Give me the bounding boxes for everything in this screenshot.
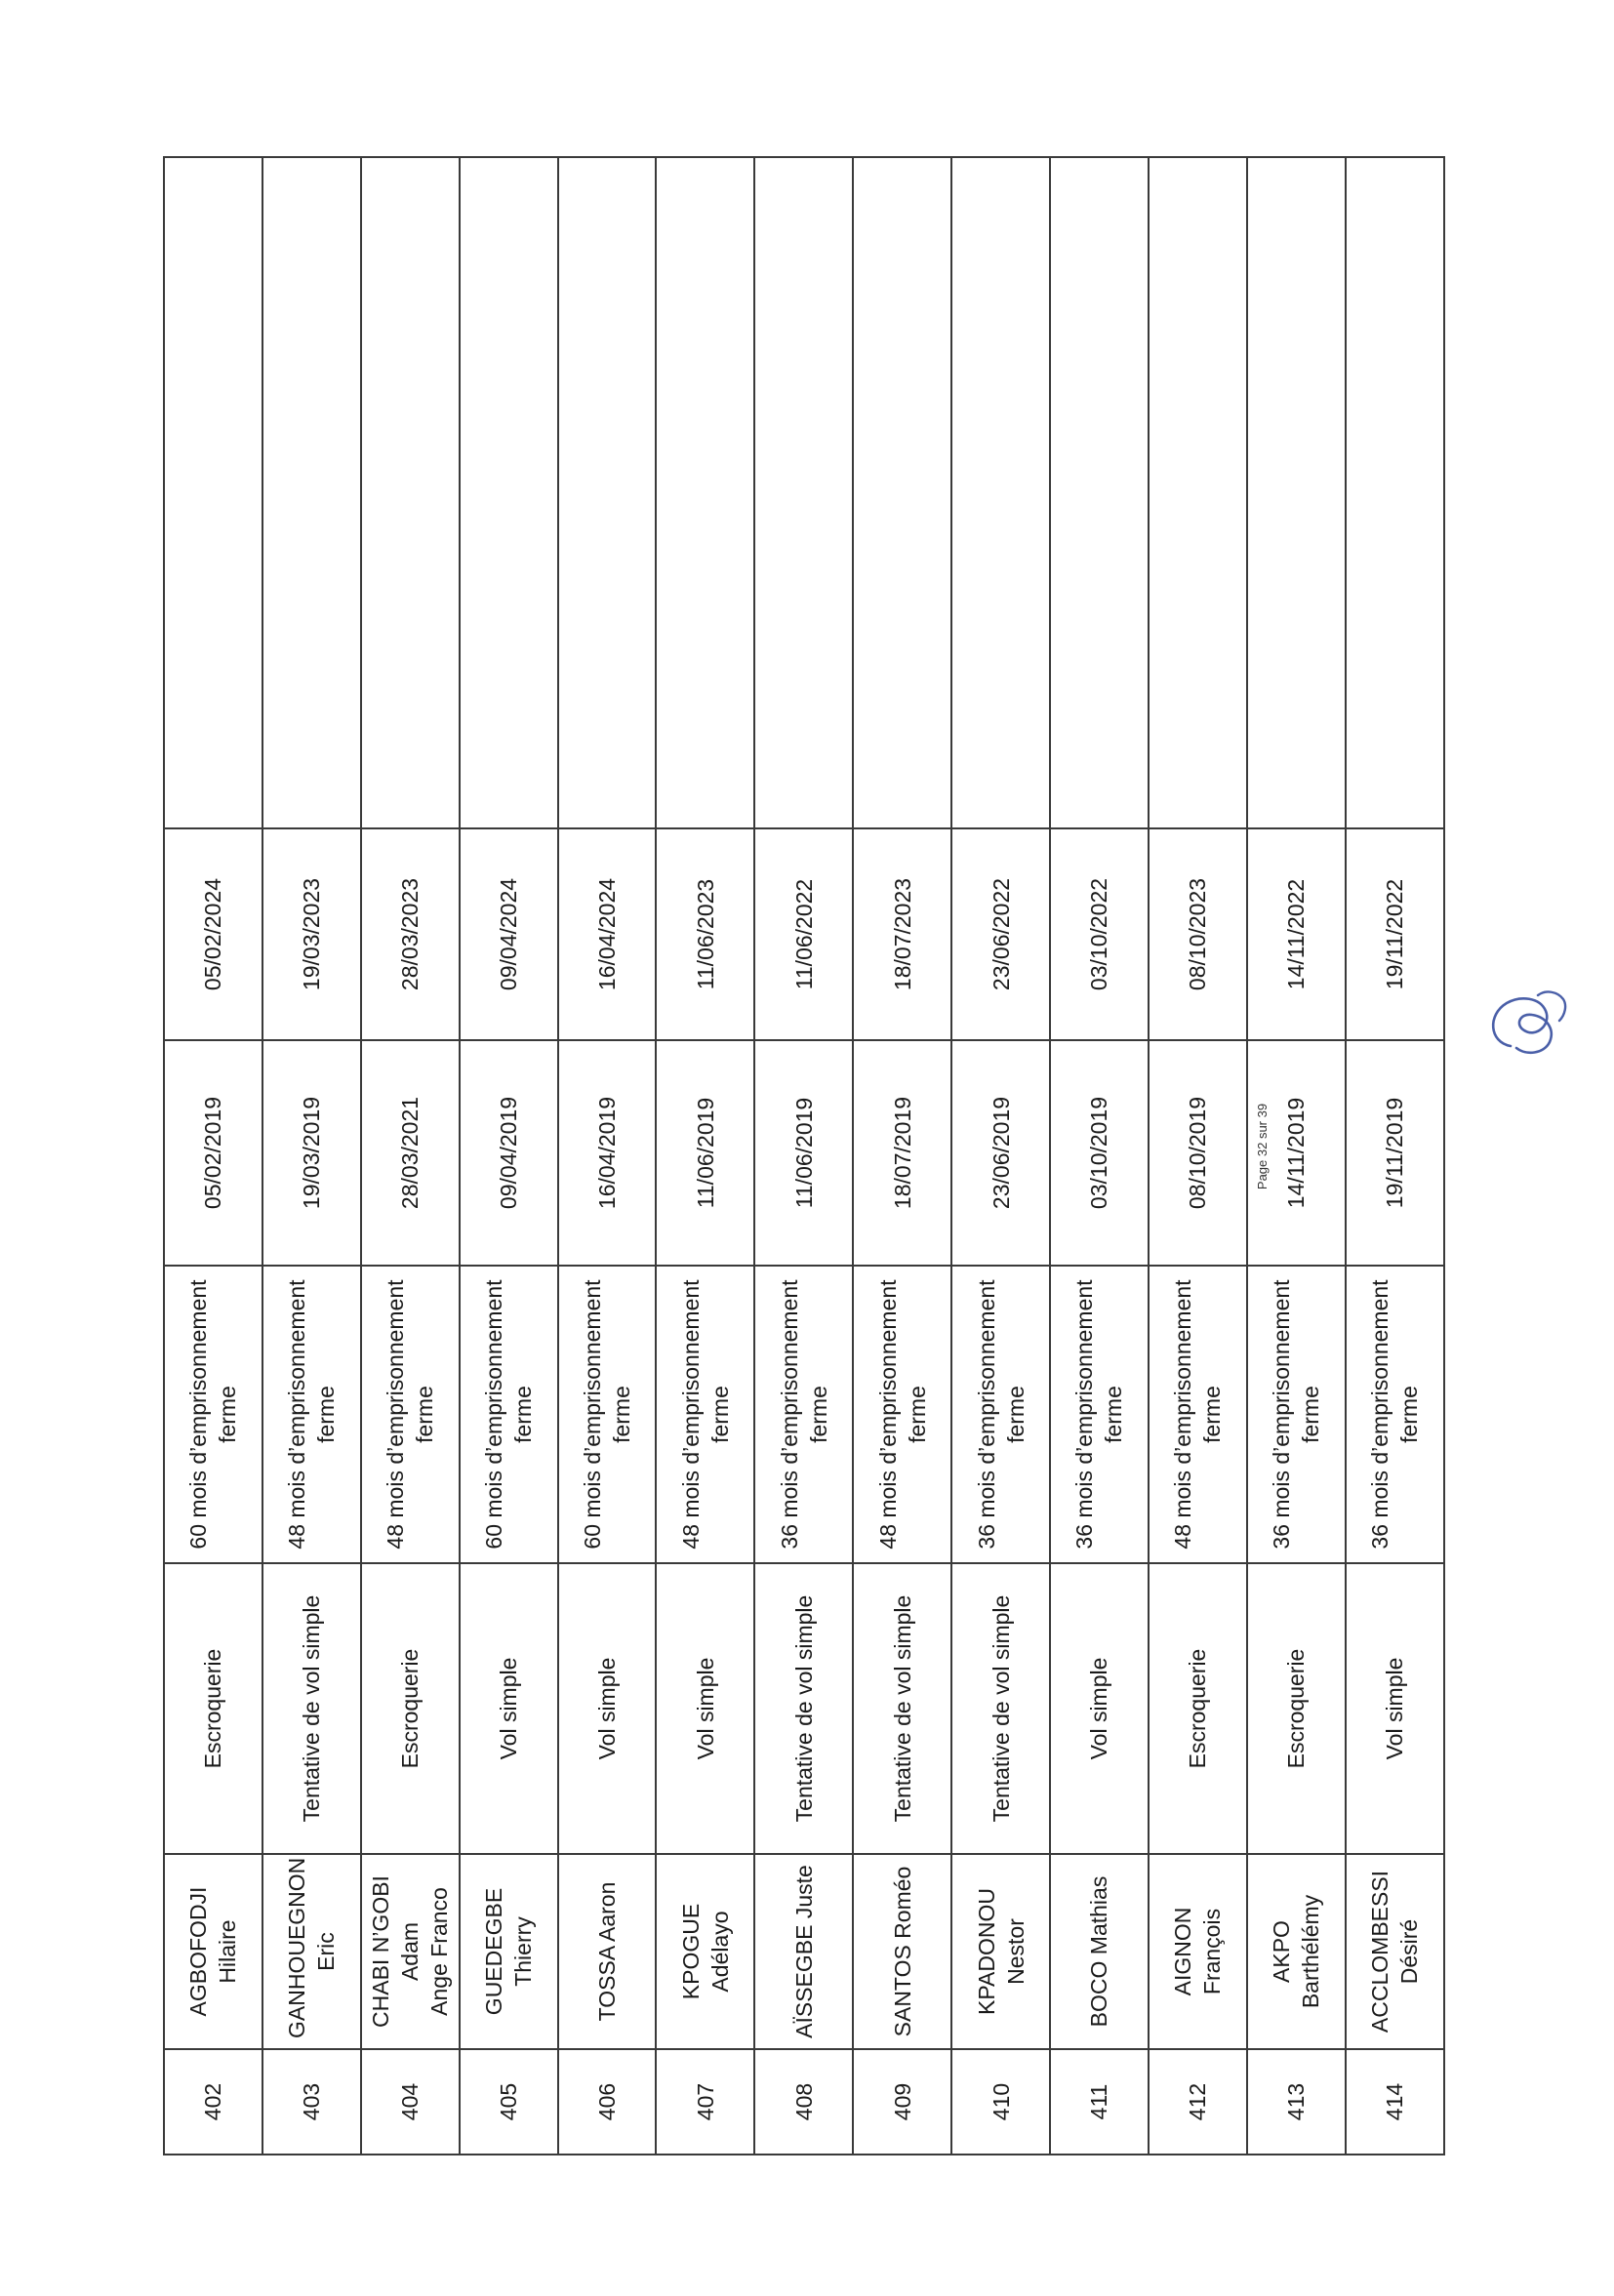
table-row <box>754 157 853 2155</box>
sentence <box>1247 1266 1346 1563</box>
end-date: 03/10/2022 <box>1050 828 1149 1040</box>
offense: Vol simple <box>1050 1563 1149 1854</box>
offense: Tentative de vol simple <box>262 1563 361 1854</box>
sentence-line-1: 36 mois d’emprisonnement <box>1367 1279 1393 1550</box>
row-number: 402 <box>164 2049 262 2155</box>
start-date: 16/04/2019 <box>558 1040 657 1266</box>
end-date: 19/11/2022 <box>1346 828 1444 1040</box>
observations <box>460 157 558 828</box>
observations <box>164 157 262 828</box>
offense: Escroquerie <box>1247 1563 1346 1854</box>
row-number: 413 <box>1247 2049 1346 2155</box>
end-date: 11/06/2023 <box>656 828 754 1040</box>
row-number: 406 <box>558 2049 657 2155</box>
start-date: 14/11/2019 <box>1247 1040 1346 1266</box>
offense: Escroquerie <box>1149 1563 1247 1854</box>
person-name-line-2: Ange Franco <box>426 1887 453 2016</box>
start-date: 23/06/2019 <box>951 1040 1050 1266</box>
sentence-line-1: 36 mois d’emprisonnement <box>1071 1279 1098 1550</box>
sentence <box>361 1266 460 1563</box>
observations <box>262 157 361 828</box>
sentence <box>951 1266 1050 1563</box>
table-row <box>1346 157 1444 2155</box>
row-number: 407 <box>656 2049 754 2155</box>
offense: Tentative de vol simple <box>951 1563 1050 1854</box>
table-row <box>1149 157 1247 2155</box>
observations <box>1149 157 1247 828</box>
end-date: 11/06/2022 <box>754 828 853 1040</box>
person-name: AÏSSEGBE Juste <box>754 1854 853 2049</box>
end-date: 05/02/2024 <box>164 828 262 1040</box>
sentence <box>164 1266 262 1563</box>
sentence-line-1: 36 mois d’emprisonnement <box>1269 1279 1295 1550</box>
start-date: 11/06/2019 <box>656 1040 754 1266</box>
row-number: 414 <box>1346 2049 1444 2155</box>
end-date: 18/07/2023 <box>853 828 951 1040</box>
row-number: 411 <box>1050 2049 1149 2155</box>
table-row <box>951 157 1050 2155</box>
sentence-line-1: 36 mois d’emprisonnement <box>973 1279 999 1550</box>
start-date: 19/03/2019 <box>262 1040 361 1266</box>
observations <box>853 157 951 828</box>
person-name: TOSSA Aaron <box>558 1854 657 2049</box>
start-date: 03/10/2019 <box>1050 1040 1149 1266</box>
observations <box>361 157 460 828</box>
offense: Vol simple <box>1346 1563 1444 1854</box>
sentence-line-2: ferme <box>1002 1386 1029 1443</box>
row-number: 405 <box>460 2049 558 2155</box>
row-number: 403 <box>262 2049 361 2155</box>
person-name-line-1: CHABI N’GOBI Adam <box>368 1875 424 2028</box>
observations <box>1247 157 1346 828</box>
sentence-line-1: 48 mois d’emprisonnement <box>383 1279 409 1550</box>
records-body <box>164 157 1444 2155</box>
sentence-line-2: ferme <box>904 1386 930 1443</box>
offense: Vol simple <box>656 1563 754 1854</box>
start-date: 09/04/2019 <box>460 1040 558 1266</box>
start-date: 28/03/2021 <box>361 1040 460 1266</box>
offense: Tentative de vol simple <box>853 1563 951 1854</box>
sentence-line-1: 36 mois d’emprisonnement <box>776 1279 802 1550</box>
person-name: AKPO Barthélémy <box>1247 1854 1346 2049</box>
sentence-line-2: ferme <box>313 1386 340 1443</box>
sentence-line-1: 60 mois d’emprisonnement <box>580 1279 605 1550</box>
sentence <box>460 1266 558 1563</box>
sentence-line-1: 60 mois d’emprisonnement <box>185 1279 212 1550</box>
person-name: GUEDEGBE Thierry <box>460 1854 558 2049</box>
offense: Escroquerie <box>361 1563 460 1854</box>
row-number: 409 <box>853 2049 951 2155</box>
observations <box>656 157 754 828</box>
table-row <box>558 157 657 2155</box>
sentence <box>656 1266 754 1563</box>
table-row <box>656 157 754 2155</box>
observations <box>558 157 657 828</box>
sentence-line-2: ferme <box>412 1386 438 1443</box>
person-name <box>361 1854 460 2049</box>
sentence-line-2: ferme <box>805 1386 831 1443</box>
sentence-line-1: 48 mois d’emprisonnement <box>1170 1279 1196 1550</box>
end-date: 23/06/2022 <box>951 828 1050 1040</box>
sentence-line-2: ferme <box>1298 1386 1324 1443</box>
handwritten-initials-icon <box>1481 986 1571 1060</box>
person-name: KPOGUE Adélayo <box>656 1854 754 2049</box>
sentence <box>262 1266 361 1563</box>
end-date: 14/11/2022 <box>1247 828 1346 1040</box>
row-number: 408 <box>754 2049 853 2155</box>
sentence-line-2: ferme <box>1396 1386 1423 1443</box>
person-name: BOCO Mathias <box>1050 1854 1149 2049</box>
table-row <box>460 157 558 2155</box>
start-date: 18/07/2019 <box>853 1040 951 1266</box>
end-date: 19/03/2023 <box>262 828 361 1040</box>
sentence <box>558 1266 657 1563</box>
offense: Vol simple <box>460 1563 558 1854</box>
row-number: 410 <box>951 2049 1050 2155</box>
sentence-line-2: ferme <box>1101 1386 1127 1443</box>
start-date: 11/06/2019 <box>754 1040 853 1266</box>
rotated-table-container <box>163 158 1443 2155</box>
sentence <box>1149 1266 1247 1563</box>
table-row <box>853 157 951 2155</box>
start-date: 05/02/2019 <box>164 1040 262 1266</box>
start-date: 08/10/2019 <box>1149 1040 1247 1266</box>
row-number: 412 <box>1149 2049 1247 2155</box>
sentence-line-2: ferme <box>510 1386 537 1443</box>
person-name: AGBOFODJI Hilaire <box>164 1854 262 2049</box>
person-name: ACCLOMBESSI Désiré <box>1346 1854 1444 2049</box>
sentence-line-2: ferme <box>609 1386 634 1443</box>
end-date: 09/04/2024 <box>460 828 558 1040</box>
person-name: KPADONOU Nestor <box>951 1854 1050 2049</box>
person-name: GANHOUEGNON Eric <box>262 1854 361 2049</box>
sentence-line-2: ferme <box>706 1386 733 1443</box>
sentence-line-2: ferme <box>215 1386 241 1443</box>
sentence <box>1346 1266 1444 1563</box>
table-row <box>262 157 361 2155</box>
offense: Vol simple <box>558 1563 657 1854</box>
records-table <box>163 156 1445 2155</box>
sentence-line-1: 60 mois d’emprisonnement <box>481 1279 507 1550</box>
sentence-line-1: 48 mois d’emprisonnement <box>284 1279 310 1550</box>
person-name: SANTOS Roméo <box>853 1854 951 2049</box>
observations <box>1346 157 1444 828</box>
table-row <box>1050 157 1149 2155</box>
sentence-line-1: 48 mois d’emprisonnement <box>677 1279 704 1550</box>
sentence <box>754 1266 853 1563</box>
end-date: 08/10/2023 <box>1149 828 1247 1040</box>
person-name: AIGNON François <box>1149 1854 1247 2049</box>
offense: Tentative de vol simple <box>754 1563 853 1854</box>
observations <box>951 157 1050 828</box>
table-row <box>164 157 262 2155</box>
observations <box>754 157 853 828</box>
end-date: 28/03/2023 <box>361 828 460 1040</box>
row-number: 404 <box>361 2049 460 2155</box>
end-date: 16/04/2024 <box>558 828 657 1040</box>
sentence-line-1: 48 mois d’emprisonnement <box>874 1279 901 1550</box>
observations <box>1050 157 1149 828</box>
offense: Escroquerie <box>164 1563 262 1854</box>
sentence <box>853 1266 951 1563</box>
start-date: 19/11/2019 <box>1346 1040 1444 1266</box>
sentence <box>1050 1266 1149 1563</box>
table-row <box>361 157 460 2155</box>
sentence-line-2: ferme <box>1199 1386 1226 1443</box>
page-number-label: Page 32 sur 39 <box>1255 1103 1270 1190</box>
